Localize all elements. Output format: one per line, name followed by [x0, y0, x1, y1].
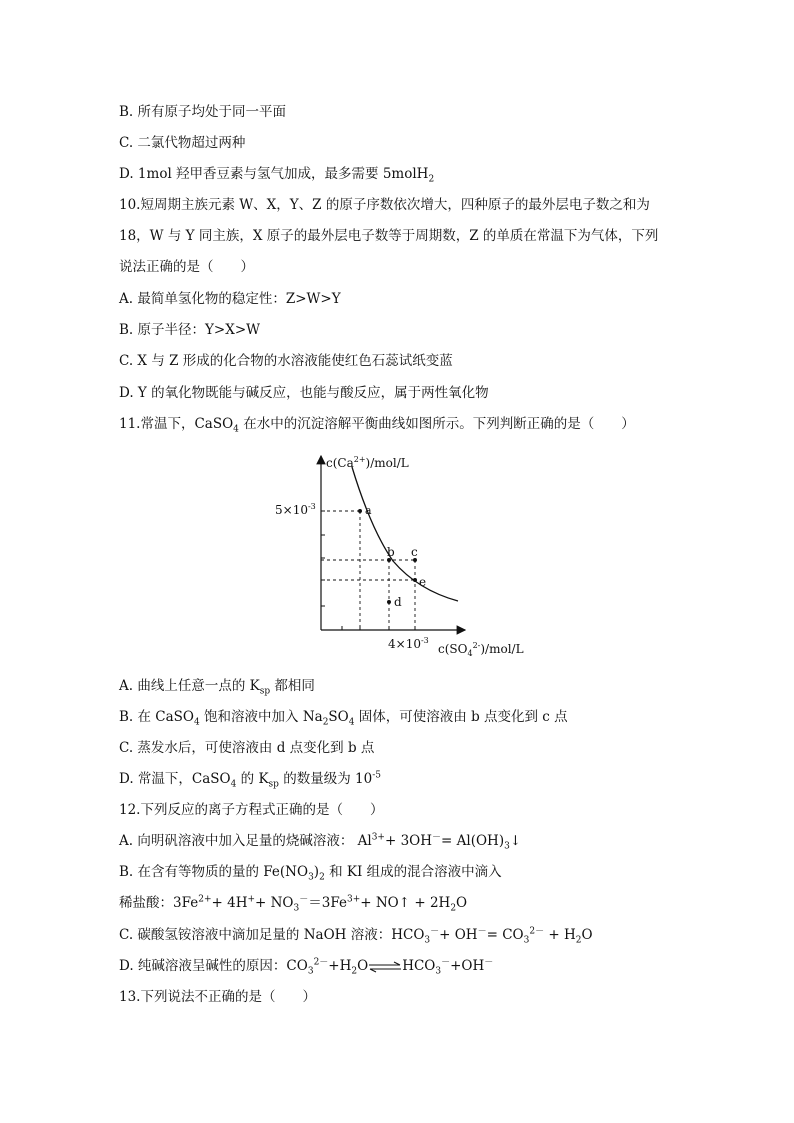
q9-option-c: C. 二氯代物超过两种 [119, 135, 246, 151]
q10-option-a: A. 最简单氢化物的稳定性：Z>W>Y [119, 291, 341, 307]
q12-option-b-line2 [119, 894, 467, 912]
y-axis-label-tail: )/mol/L [365, 456, 409, 470]
equilibrium-curve [352, 467, 458, 601]
q10-stem-line2: 18，W 与 Y 同主族，X 原子的最外层电子数等于周期数，Z 的单质在常温下为气体，下列 [119, 228, 659, 244]
q12-option-c-sup3: 2－ [529, 926, 545, 937]
q12-option-d-4: HCO [402, 958, 436, 974]
q11-option-b-sub2: 2 [322, 717, 329, 728]
q12-option-c-sub2: 3 [523, 935, 530, 946]
q10-stem-line3: 说法正确的是（ ） [119, 259, 254, 275]
x-axis-label-sub: 4 [467, 649, 473, 658]
x-tick-label-sup: -3 [420, 636, 429, 645]
q12-option-d [119, 957, 493, 975]
q10-option-b: B. 原子半径：Y>X>W [119, 322, 261, 338]
q12-option-b-sub2: 2 [319, 872, 325, 883]
q12-option-c-3: = CO [486, 927, 524, 943]
q11-option-d-sub1: 4 [230, 779, 237, 790]
q12-option-b-sup3: － [299, 894, 309, 905]
q11-option-d-sup: -5 [372, 770, 381, 781]
y-tick-label-sup: -3 [307, 502, 316, 511]
q12-option-d-5: +OH [450, 958, 485, 974]
q12-option-b-sub1: 3 [308, 872, 314, 883]
y-tick-label-main: 5×10 [275, 503, 308, 517]
q11-option-b-4: 固体，可使溶液由 b 点变化到 c 点 [354, 709, 568, 725]
q11-option-d [119, 770, 381, 788]
q10-stem-line1: 10.短周期主族元素 W、X，Y、Z 的原子序数依次增大，四种原子的最外层电子数之和为 [119, 197, 650, 213]
q9-option-d-text: D. 1mol 羟甲香豆素与氢气加成，最多需要 5molH [119, 166, 429, 182]
q11-option-b [119, 708, 568, 726]
q12-option-d-1: D. 纯碱溶液呈碱性的原因：CO [119, 958, 308, 974]
q12-option-d-3: O [357, 958, 369, 974]
q9-option-b: B. 所有原子均处于同一平面 [119, 104, 287, 120]
q12-option-b-sub3: 3 [293, 903, 300, 914]
point-d-label: d [394, 595, 402, 609]
q12-option-b-sup1: 2+ [198, 894, 212, 905]
q9-option-d-sub: 2 [428, 174, 435, 185]
q11-stem-sub: 4 [233, 424, 239, 435]
q12-option-b-3: 和 KI 组成的混合溶液中滴入 [324, 864, 502, 880]
q12-option-d-sup2: － [441, 957, 451, 968]
q12-option-b-l2-4: ＝3Fe [308, 895, 347, 911]
q12-option-a-sub: 3 [504, 841, 510, 852]
y-axis-label-main: c(Ca [326, 456, 354, 470]
q11-option-d-3: 的数量级为 10 [278, 771, 373, 787]
q13-stem: 13.下列说法不正确的是（ ） [119, 989, 316, 1005]
q12-option-b-l2-3: + NO [255, 895, 294, 911]
q11-option-b-3: SO [328, 709, 349, 725]
q12-option-c-2: + OH [439, 927, 478, 943]
q12-option-b-l2-2: + 4H [211, 895, 248, 911]
q12-option-a-4: ↓ [509, 833, 522, 849]
q12-option-b-l2-6: O [456, 895, 468, 911]
x-axis-label-main: c(SO [438, 642, 468, 656]
q12-option-c-1: C. 碳酸氢铵溶液中滴加足量的 NaOH 溶液：HCO [119, 927, 425, 943]
q11-option-c: C. 蒸发水后，可使溶液由 d 点变化到 b 点 [119, 740, 375, 756]
point-e-label: e [419, 575, 427, 589]
q12-option-d-sup1: 2－ [313, 957, 329, 968]
q12-stem: 12.下列反应的离子方程式正确的是（ ） [119, 802, 384, 818]
q12-option-c-sup2: － [477, 926, 487, 937]
q12-option-c-sub1: 3 [424, 935, 431, 946]
q11-option-d-1: D. 常温下，CaSO [119, 771, 231, 787]
q11-option-b-2: 饱和溶液中加入 Na [199, 709, 323, 725]
q12-option-a [119, 832, 521, 850]
equilibrium-arrow-icon [368, 961, 402, 973]
q12-option-b-sup2: + [247, 894, 256, 905]
q11-option-d-2: 的 K [236, 771, 269, 787]
x-tick-label [388, 636, 429, 651]
q11-option-d-sub2: sp [268, 779, 279, 790]
q12-option-a-1: A. 向明矾溶液中加入足量的烧碱溶液： Al [119, 833, 372, 849]
point-b-label: b [387, 545, 395, 559]
dashed-guides [321, 511, 415, 630]
x-axis-label-sup: 2- [472, 641, 481, 650]
q12-option-b-sup4: 3+ [346, 894, 361, 905]
q11-option-b-sub3: 4 [348, 717, 355, 728]
q11-option-a-sub: sp [259, 686, 271, 697]
point-d [387, 600, 391, 604]
q12-option-b-line1 [119, 863, 502, 881]
q11-option-b-sub1: 4 [194, 717, 200, 728]
q12-option-c-5: O [581, 927, 593, 943]
q11-option-a-2: 都相同 [270, 678, 315, 694]
q11-option-a [119, 677, 315, 695]
q12-option-b-l2-1: 稀盐酸：3Fe [119, 895, 199, 911]
q12-option-d-sub2: 2 [351, 966, 358, 977]
q12-option-d-sup3: － [484, 957, 494, 968]
y-axis-label [326, 455, 409, 470]
x-tick-label-main: 4×10 [388, 637, 421, 651]
point-e [413, 578, 417, 582]
q12-option-c [119, 926, 593, 944]
q12-option-b-1: B. 在含有等物质的量的 Fe(NO [119, 864, 309, 880]
q12-option-a-sup1: 3+ [371, 832, 385, 843]
point-a-label: a [365, 504, 372, 517]
q12-option-d-2: +H [328, 958, 352, 974]
x-axis-label-tail: )/mol/L [480, 642, 524, 656]
q12-option-b-l2-5: + NO↑ + 2H [360, 895, 451, 911]
q10-option-c: C. X 与 Z 形成的化合物的水溶液能使红色石蕊试纸变蓝 [119, 353, 453, 369]
point-a [358, 509, 362, 513]
q11-option-b-1: B. 在 CaSO [119, 709, 194, 725]
q12-option-c-sup1: － [430, 926, 440, 937]
q12-option-d-sub3: 3 [435, 966, 442, 977]
q12-option-c-4: + H [544, 927, 576, 943]
q12-option-b-sub4: 2 [450, 903, 457, 914]
point-c-label: c [411, 545, 418, 559]
q11-option-a-1: A. 曲线上任意一点的 K [119, 678, 260, 694]
q12-option-a-sup2: － [432, 832, 442, 843]
y-axis-label-sup: 2+ [353, 455, 366, 464]
q10-option-d: D. Y 的氧化物既能与碱反应，也能与酸反应，属于两性氧化物 [119, 385, 489, 401]
q12-option-c-sub3: 2 [575, 935, 582, 946]
q11-stem-b: 在水中的沉淀溶解平衡曲线如图所示。下列判断正确的是（ ） [238, 416, 635, 432]
q11-stem-a: 11.常温下，CaSO [119, 416, 234, 432]
q12-option-d-sub1: 3 [307, 966, 314, 977]
q12-option-b-2: ) [313, 864, 320, 880]
q12-option-a-3: = Al(OH) [441, 833, 505, 849]
y-tick-label [275, 502, 316, 517]
x-axis-label [438, 641, 524, 658]
q12-option-a-2: + 3OH [384, 833, 433, 849]
